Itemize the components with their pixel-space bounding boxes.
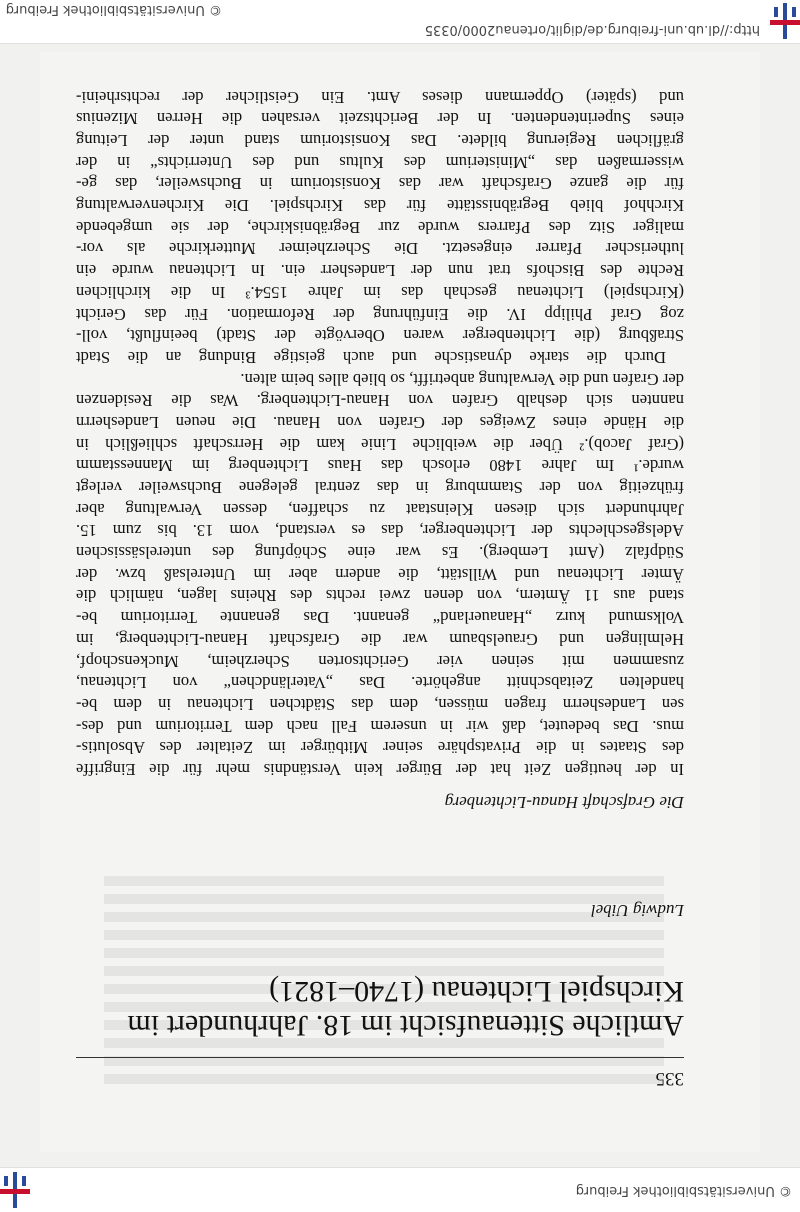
text-line: (Graf Jacob).² Über die weibliche Linie kam die Herrschaft schließlich in xyxy=(76,434,684,454)
text-line: wurde.¹ Im Jahre 1480 erlosch das Haus Lichtenberg im Mannesstamm xyxy=(76,456,684,476)
text-line: für die ganze Grafschaft war das Konsistorium in Buchsweiler, das ge- xyxy=(76,174,684,194)
header-copyright: © Universitätsbibliothek Freiburg xyxy=(5,2,222,17)
university-logo-icon xyxy=(770,3,800,39)
text-line: gräflichen Regierung bildete. Das Konsistorium stand unter der Leitung xyxy=(76,131,684,151)
text-line: Rechte des Bischofs trat nun der Landesherr ein. In Lichtenau wurde ein xyxy=(76,261,684,281)
text-line: Adelsgeschlechts der Lichtenberger, das es verstand, vom 13. bis zum 15. xyxy=(76,521,684,541)
page-url[interactable]: http://dl.ub.uni-freiburg.de/diglit/ortenau2000/0335 xyxy=(424,22,760,37)
text-line: eines Superintendenten. In der Berichtszeit versahen die Herren Mizenius xyxy=(76,109,684,129)
text-line: mus. Das bedeutet, daß wir in unserem Fall nach dem Territorium und des- xyxy=(76,716,684,736)
article-title xyxy=(64,974,684,1042)
text-line: Kirchhof blieb Begräbnisstätte für das Kirchspiel. Die Kirchenverwaltung xyxy=(76,196,684,216)
page-number: 335 xyxy=(655,1068,684,1089)
text-line: Südpfalz (Amt Lemberg). Es war eine Schöpfung des unterelsässischen xyxy=(76,543,684,563)
header-rule xyxy=(76,1057,684,1058)
university-logo-icon xyxy=(0,1172,30,1208)
text-line: die Hände eines Zweiges der Grafen von Hanau. Die neuen Landesherrn xyxy=(76,413,684,432)
text-line: In der heutigen Zeit hat der Bürger kein Verständnis mehr für die Eingriffe xyxy=(76,760,684,779)
scanned-page xyxy=(40,52,760,1152)
text-line: zusammen mit seinen vier Gerichtsorten Scherzheim, Muckenschopf, xyxy=(76,651,684,671)
text-line: Jahrhundert sich diesen Kleinstaat zu schaffen, dessen Verwaltung aber xyxy=(76,499,684,519)
text-line: nannten sich deshalb Grafen von Hanau-Lichtenberg. Was die Residenzen xyxy=(76,391,684,411)
section-heading: Die Grafschaft Hanau-Lichtenberg xyxy=(444,793,684,812)
title-line-2: Kirchspiel Lichtenau (1740–1821) xyxy=(269,975,684,1008)
body-text xyxy=(76,86,684,780)
footer-copyright: © Universitätsbibliothek Freiburg xyxy=(575,1183,792,1198)
text-line: Helmlingen und Grauelsbaum war die Grafschaft Hanau-Lichtenberg, im xyxy=(76,629,684,649)
text-line: der Grafen und die Verwaltung anbetrifft, so blieb alles beim alten. xyxy=(240,369,684,389)
text-line: Straßburg (die Lichtenberger waren Obervögte der Stadt) beeinflußt, voll- xyxy=(76,326,684,346)
header-bar xyxy=(0,0,800,44)
text-line: und (später) Oppermann dieses Amt. Ein Geistlicher der rechtsrheini- xyxy=(76,87,684,107)
footer-bar xyxy=(0,1167,800,1212)
text-line: sen Landesherrn fragen müssen, dem das Städtchen Lichtenau in dem be- xyxy=(76,694,684,714)
text-line: Ämter Lichtenau und Willstätt, die andern aber im Unterelsaß bzw. der xyxy=(76,564,684,584)
text-line: Volksmund kurz „Hanauerland“ genannt. Das genannte Territorium be- xyxy=(76,608,684,628)
author-name: Ludwig Uibel xyxy=(590,901,684,920)
text-line: stand aus 11 Ämtern, von denen zwei rechts des Rheins lagen, nämlich die xyxy=(76,586,684,606)
text-line: wissermaßen das „Ministerium des Kultus und des Unterrichts“ in der xyxy=(76,152,684,172)
text-line: maliger Sitz des Pfarrers wurde zur Begräbniskirche, der sie umgebende xyxy=(76,217,684,237)
text-line: lutherischer Pfarrer eingesetzt. Die Scherzheimer Mutterkirche als vor- xyxy=(76,239,684,259)
bleed-through-text xyxy=(104,782,664,1092)
title-line-1: Amtliche Sittenaufsicht im 18. Jahrhundert im xyxy=(127,1009,684,1042)
text-line: (Kirchspiel) Lichtenau geschah das im Jahre 1554.³ In die kirchlichen xyxy=(76,282,684,302)
text-line: frühzeitig von der Stammburg in das zentral gelegene Buchsweiler verlegt xyxy=(76,478,684,498)
text-line: des Staates in die Privatsphäre seiner Mitbürger im Zeitalter des Absolutis- xyxy=(76,738,684,758)
text-line: Durch die starke dynastische und auch geistige Bindung an die Stadt xyxy=(76,347,666,367)
text-line: handelten Zeitabschnitt angehörte. Das „Vaterländchen“ von Lichtenau, xyxy=(76,673,684,693)
text-line: zog Graf Philipp IV. die Einführung der Reformation. Für das Gericht xyxy=(76,304,684,324)
